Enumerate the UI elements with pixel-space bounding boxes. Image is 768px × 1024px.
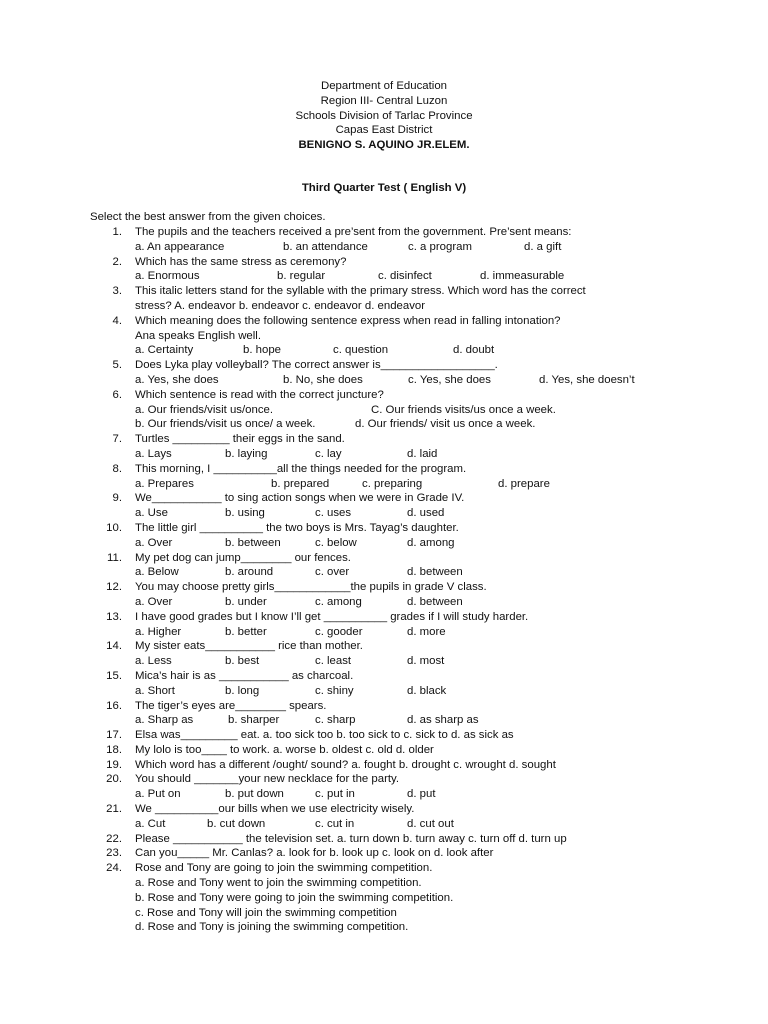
answer-choice: c. shiny	[315, 684, 354, 697]
question-text: My sister eats___________ rice than mother.	[135, 640, 363, 653]
answer-choice: a. Use	[135, 507, 168, 520]
answer-choice: c. put in	[315, 788, 355, 801]
question-number: 5.	[112, 359, 122, 372]
question-line	[0, 639, 768, 654]
question-line	[0, 743, 768, 758]
answer-choice: d. as sharp as	[407, 714, 479, 727]
question-number: 1.	[112, 226, 122, 238]
choice-row	[0, 654, 768, 669]
answer-choice: c. Rose and Tony will join the swimming competition	[135, 906, 397, 919]
question-line	[0, 551, 768, 566]
question-number: 4.	[112, 314, 122, 327]
choice-row	[0, 565, 768, 580]
choice-row	[0, 506, 768, 521]
answer-choice: b. better	[225, 625, 267, 638]
question-number: 16.	[106, 699, 122, 712]
answer-choice: d. between	[407, 566, 463, 579]
answer-choice: a. Rose and Tony went to join the swimming competition.	[135, 877, 422, 890]
question-number: 6.	[112, 388, 122, 401]
choice-row	[0, 595, 768, 610]
answer-choice: c. disinfect	[378, 270, 432, 283]
question-number: 23.	[106, 847, 122, 860]
answer-choice: a. Enormous	[135, 270, 200, 283]
question-line	[0, 669, 768, 684]
answer-choice: a. Prepares	[135, 477, 194, 490]
question-text: Ana speaks English well.	[135, 329, 261, 342]
question-text: My pet dog can jump________ our fences.	[135, 551, 351, 564]
answer-choice: c. lay	[315, 447, 342, 460]
answer-choice: b. best	[225, 655, 260, 668]
answer-choice: b. long	[225, 684, 260, 697]
question-number: 14.	[106, 640, 122, 653]
choice-row	[0, 787, 768, 802]
answer-choice: a. Short	[135, 684, 175, 697]
answer-choice: b. laying	[225, 447, 268, 460]
answer-choice: a. Yes, she does	[135, 373, 219, 386]
answer-choice: b. sharper	[228, 714, 280, 727]
answer-choice: c. below	[315, 536, 357, 549]
answer-choice: b. using	[225, 507, 265, 520]
choice-row	[0, 240, 768, 255]
choice-row	[0, 477, 768, 492]
answer-choice: b. put down	[225, 788, 284, 801]
answer-choice: a. Cut	[135, 817, 166, 830]
question-list	[0, 225, 768, 935]
answer-choice: b. an attendance	[283, 240, 368, 253]
answer-choice: c. sharp	[315, 714, 356, 727]
answer-choice: a. Our friends/visit us/once.	[135, 403, 274, 416]
choice-row	[0, 343, 768, 358]
question-line	[0, 358, 768, 373]
question-line	[0, 314, 768, 329]
question-number: 10.	[106, 521, 122, 534]
header-line: Department of Education	[320, 80, 447, 92]
answer-choice: d. among	[407, 536, 455, 549]
choice-row	[0, 876, 768, 891]
question-number: 13.	[106, 610, 122, 623]
question-number: 8.	[112, 462, 122, 475]
answer-choice: a. Less	[135, 655, 172, 668]
question-line	[0, 225, 768, 240]
instructions: Select the best answer from the given choices.	[90, 211, 326, 223]
answer-choice: b. hope	[243, 344, 282, 357]
test-title: Third Quarter Test ( English V)	[301, 182, 467, 194]
answer-choice: a. Over	[135, 536, 173, 549]
question-text: This morning, I __________all the things needed for the program.	[135, 462, 467, 475]
question-line	[0, 802, 768, 817]
question-text: stress? A. endeavor b. endeavor c. endeavor d. endeavor	[135, 299, 426, 312]
answer-choice: d. Our friends/ visit us once a week.	[355, 418, 536, 431]
answer-choice: d. used	[407, 507, 445, 520]
answer-choice: c. among	[315, 595, 362, 608]
answer-choice: d. between	[407, 595, 463, 608]
answer-choice: b. Rose and Tony were going to join the swimming competition.	[135, 891, 454, 904]
question-line	[0, 491, 768, 506]
answer-choice: a. Below	[135, 566, 179, 579]
choice-row	[0, 684, 768, 699]
question-number: 7.	[112, 433, 122, 446]
question-line	[0, 772, 768, 787]
answer-choice: d. put	[407, 788, 436, 801]
question-number: 11.	[107, 551, 122, 564]
answer-choice: b. prepared	[271, 477, 330, 490]
question-number: 18.	[106, 743, 122, 756]
answer-choice: a. Put on	[135, 788, 181, 801]
choice-row	[0, 403, 768, 418]
answer-choice: d. doubt	[453, 344, 495, 357]
question-line	[0, 329, 768, 344]
question-text: Can you_____ Mr. Canlas? a. look for b. look up c. look on d. look after	[135, 847, 494, 860]
question-line	[0, 699, 768, 714]
choice-row	[0, 920, 768, 935]
answer-choice: a. Higher	[135, 625, 182, 638]
answer-choice: c. over	[315, 566, 350, 579]
answer-choice: d. prepare	[498, 477, 550, 490]
question-text: Mica’s hair is as ___________ as charcoal.	[135, 669, 354, 682]
question-text: The little girl __________ the two boys is Mrs. Tayag’s daughter.	[135, 521, 459, 534]
answer-choice: c. question	[333, 344, 389, 357]
answer-choice: b. between	[225, 536, 281, 549]
question-line	[0, 388, 768, 403]
question-line	[0, 610, 768, 625]
question-number: 3.	[112, 285, 122, 298]
document-header	[0, 79, 768, 153]
choice-row	[0, 625, 768, 640]
question-text: Does Lyka play volleyball? The correct answer is__________________.	[135, 359, 498, 372]
question-text: Which has the same stress as ceremony?	[135, 255, 347, 268]
answer-choice: a. Lays	[135, 447, 172, 460]
answer-choice: c. preparing	[362, 477, 423, 490]
answer-choice: a. Certainty	[135, 344, 194, 357]
question-text: Which meaning does the following sentence express when read in falling intonation?	[135, 314, 561, 327]
question-line	[0, 521, 768, 536]
question-number: 19.	[106, 758, 122, 771]
question-number: 17.	[106, 729, 122, 742]
answer-choice: b. around	[225, 566, 274, 579]
question-number: 24.	[106, 862, 122, 875]
question-number: 20.	[106, 773, 122, 786]
answer-choice: a. Over	[135, 595, 173, 608]
question-text: The tiger’s eyes are________ spears.	[135, 699, 327, 712]
choice-row	[0, 536, 768, 551]
question-line	[0, 299, 768, 314]
answer-choice: a. An appearance	[135, 240, 225, 253]
question-line	[0, 861, 768, 876]
school-name: BENIGNO S. AQUINO JR.ELEM.	[298, 139, 470, 152]
question-text: You may choose pretty girls____________the pupils in grade V class.	[135, 581, 487, 594]
answer-choice: d. a gift	[524, 240, 562, 253]
question-text: Which word has a different /ought/ sound? a. fought b. drought c. wrought d. sought	[135, 758, 556, 771]
answer-choice: a. Sharp as	[135, 714, 194, 727]
question-line	[0, 846, 768, 861]
answer-choice: b. No, she does	[283, 373, 363, 386]
choice-row	[0, 713, 768, 728]
question-number: 22.	[106, 832, 122, 845]
question-text: Rose and Tony are going to join the swimming competition.	[135, 862, 433, 875]
answer-choice: b. under	[225, 595, 267, 608]
answer-choice: d. Rose and Tony is joining the swimming competition.	[135, 921, 409, 934]
question-text: Please ___________ the television set. a. turn down b. turn away c. turn off d. turn up	[135, 832, 567, 845]
question-line	[0, 432, 768, 447]
header-line: Schools Division of Tarlac Province	[295, 109, 473, 122]
answer-choice: d. black	[407, 684, 447, 697]
question-line	[0, 580, 768, 595]
answer-choice: d. most	[407, 655, 445, 668]
question-text: We __________our bills when we use electricity wisely.	[135, 803, 415, 816]
question-number: 12.	[106, 581, 122, 594]
question-text: Turtles _________ their eggs in the sand.	[135, 433, 345, 446]
answer-choice: d. more	[407, 625, 446, 638]
choice-row	[0, 906, 768, 921]
answer-choice: c. gooder	[315, 625, 363, 638]
choice-row	[0, 269, 768, 284]
question-line	[0, 728, 768, 743]
question-text: Which sentence is read with the correct juncture?	[135, 388, 384, 401]
answer-choice: b. regular	[277, 270, 326, 283]
choice-row	[0, 447, 768, 462]
choice-row	[0, 817, 768, 832]
header-line: Region III- Central Luzon	[320, 94, 448, 107]
question-number: 15.	[106, 669, 122, 682]
answer-choice: d. Yes, she doesn’t	[539, 373, 635, 386]
answer-choice: d. laid	[407, 447, 438, 460]
header-line: Capas East District	[335, 124, 433, 137]
question-line	[0, 284, 768, 299]
answer-choice: d. immeasurable	[480, 270, 565, 283]
answer-choice: b. Our friends/visit us once/ a week.	[135, 418, 316, 431]
answer-choice: c. uses	[315, 507, 352, 520]
question-number: 21.	[106, 803, 122, 816]
question-number: 2.	[112, 255, 122, 268]
question-text: You should _______your new necklace for the party.	[135, 773, 400, 786]
question-line	[0, 832, 768, 847]
question-line	[0, 758, 768, 773]
answer-choice: c. cut in	[315, 817, 355, 830]
question-line	[0, 462, 768, 477]
question-line	[0, 255, 768, 270]
answer-choice: b. cut down	[207, 817, 266, 830]
choice-row	[0, 373, 768, 388]
choice-row	[0, 891, 768, 906]
answer-choice: c. Yes, she does	[408, 373, 491, 386]
choice-row	[0, 417, 768, 432]
answer-choice: c. least	[315, 655, 352, 668]
question-number: 9.	[112, 492, 122, 505]
question-text: My lolo is too____ to work. a. worse b. oldest c. old d. older	[135, 743, 434, 756]
question-text: We___________ to sing action songs when we were in Grade IV.	[135, 492, 465, 505]
answer-choice: c. a program	[408, 240, 472, 253]
question-text: Elsa was_________ eat. a. too sick too b. too sick to c. sick to d. as sick as	[135, 729, 514, 742]
answer-choice: d. cut out	[407, 817, 454, 830]
question-text: The pupils and the teachers received a pre’sent from the government. Pre’sent means:	[135, 226, 572, 238]
question-text: I have good grades but I know I’ll get __________ grades if I will study harder.	[135, 610, 529, 623]
answer-choice: C. Our friends visits/us once a week.	[371, 403, 556, 416]
question-text: This italic letters stand for the syllable with the primary stress. Which word has the correct	[135, 285, 586, 298]
